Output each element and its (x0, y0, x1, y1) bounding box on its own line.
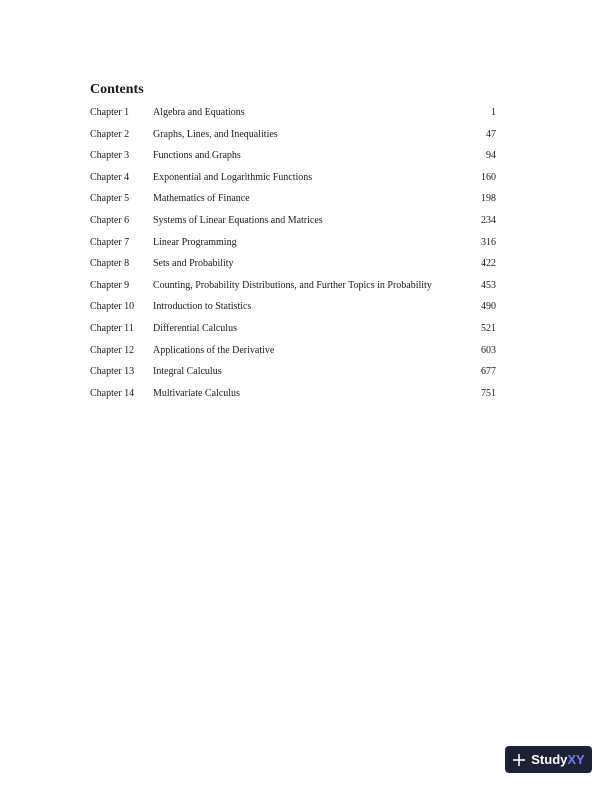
toc-chapter-title: Algebra and Equations (153, 107, 245, 118)
brand-name-accent: XY (567, 752, 585, 767)
toc-chapter-label: Chapter 1 (90, 107, 130, 118)
toc-page-number: 198 (481, 193, 496, 205)
toc-chapter-title: Graphs, Lines, and Inequalities (153, 128, 278, 140)
toc-chapter-title: Mathematics of Finance (153, 193, 250, 205)
toc-page-number: 316 (481, 236, 496, 248)
toc-row (90, 236, 496, 258)
toc-chapter-title: Integral Calculus (153, 366, 222, 378)
toc-page-number: 422 (481, 258, 496, 270)
toc-chapter-title: Exponential and Logarithmic Functions (153, 171, 313, 183)
toc-chapter-label: Chapter 14 (90, 387, 135, 399)
toc-row (90, 192, 496, 214)
toc-row (90, 106, 496, 128)
toc-page-number: 453 (481, 279, 496, 291)
toc-chapter-title: Differential Calculus (153, 322, 237, 334)
toc-chapter-label: Chapter 6 (90, 214, 130, 226)
toc-chapter-label: Chapter 12 (90, 344, 135, 356)
toc-chapter-title: Applications of the Derivative (153, 344, 275, 356)
toc-chapter-label: Chapter 8 (90, 258, 130, 270)
toc-row (90, 322, 496, 344)
toc-row (90, 387, 496, 409)
toc-chapter-label: Chapter 4 (90, 171, 130, 183)
toc-chapter-title: Multivariate Calculus (153, 387, 240, 399)
toc-chapter-title: Linear Programming (153, 236, 237, 248)
toc-page-number: 603 (481, 344, 496, 356)
toc-row (90, 149, 496, 171)
toc-row (90, 344, 496, 366)
toc-chapter-label: Chapter 11 (90, 322, 134, 334)
toc-chapter-title: Counting, Probability Distributions, and Further Topics in Probability (153, 279, 432, 291)
toc-page-number: 677 (481, 366, 496, 378)
toc-chapter-label: Chapter 9 (90, 279, 130, 291)
toc-page-number: 490 (481, 301, 496, 313)
toc-page-number: 160 (481, 171, 496, 183)
toc-row (90, 279, 496, 301)
toc-page-number: 1 (491, 107, 496, 118)
page-title: Contents (90, 82, 144, 97)
toc-chapter-label: Chapter 3 (90, 150, 130, 162)
toc-row (90, 128, 496, 150)
toc-chapter-label: Chapter 7 (90, 236, 130, 248)
toc-chapter-label: Chapter 13 (90, 366, 135, 378)
toc-page-number: 751 (481, 387, 496, 399)
toc-chapter-label: Chapter 2 (90, 128, 130, 140)
toc-chapter-title: Systems of Linear Equations and Matrices (153, 214, 323, 226)
toc-page-number: 521 (481, 322, 496, 334)
toc-row (90, 257, 496, 279)
toc-chapter-title: Sets and Probability (153, 258, 234, 270)
toc-page-number: 94 (486, 150, 496, 162)
toc-page-number: 47 (486, 128, 496, 140)
toc-chapter-title: Functions and Graphs (153, 150, 241, 162)
toc-row (90, 214, 496, 236)
toc-row (90, 171, 496, 193)
toc-row (90, 300, 496, 322)
toc-chapter-label: Chapter 10 (90, 301, 135, 313)
brand-name-main: Study (531, 752, 568, 767)
toc-chapter-label: Chapter 5 (90, 193, 130, 205)
toc-row (90, 365, 496, 387)
table-of-contents (90, 106, 496, 408)
plus-icon (512, 753, 526, 767)
toc-page-number: 234 (481, 214, 496, 226)
studyxy-logo-badge[interactable] (505, 746, 592, 773)
toc-chapter-title: Introduction to Statistics (153, 301, 252, 313)
